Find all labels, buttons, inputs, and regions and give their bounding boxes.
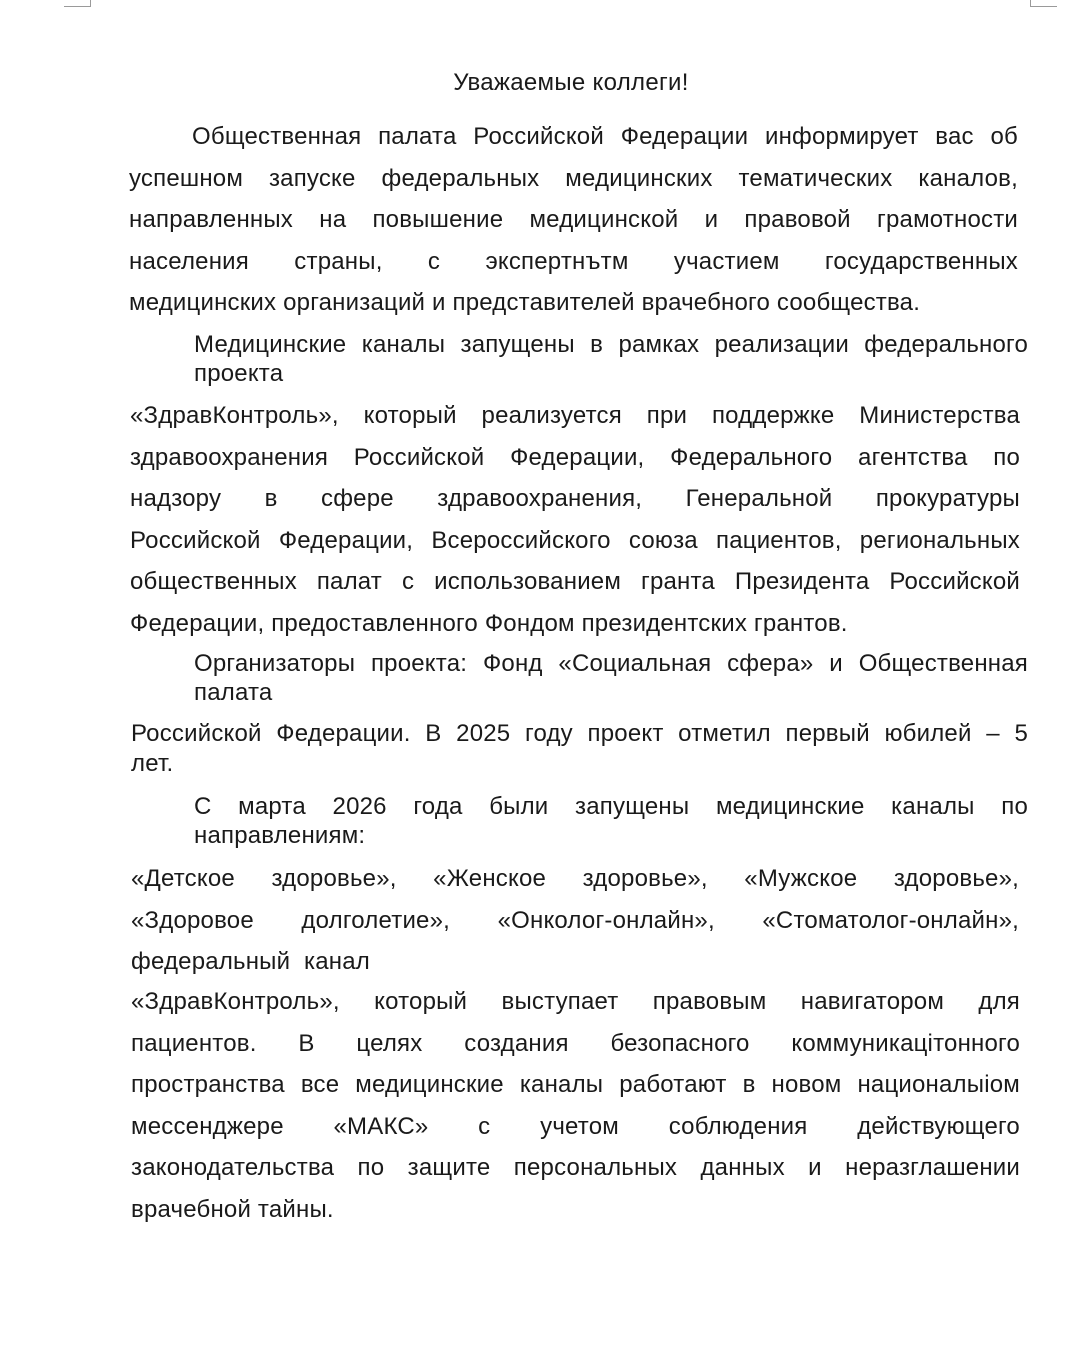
text-line: Медицинские каналы запущены в рамках реализации федерального <box>194 331 1028 358</box>
text-line: Российской Федерации. В 2025 году проект отметил первый юбилей – 5 <box>131 720 1028 747</box>
paragraph-1-body <box>129 158 1018 324</box>
text-line: федеральный канал <box>131 948 370 975</box>
text-line: палата <box>194 679 273 706</box>
text-line: «Здоровое долголетие», «Онколог-онлайн», «Стоматолог-онлайн», <box>131 906 1019 934</box>
text-line: «ЗдравКонтроль», который реализуется при поддержке Министерства <box>130 402 1020 429</box>
text-line: законодательства по защите персональных данных и неразглашении <box>131 1154 1020 1181</box>
text-line: населения страны, с экспертнътм участием государственных <box>129 247 1018 275</box>
text-line: общественных палат с использованием гранта Президента Российской <box>130 568 1020 595</box>
text-line: здравоохранения Российской Федерации, Федерального агентства по <box>130 443 1020 471</box>
text-line: врачебной тайны. <box>131 1195 334 1223</box>
paragraph-8 <box>131 981 1020 1230</box>
text-line: надзору в сфере здравоохранения, Генеральной прокуратуры <box>130 485 1020 512</box>
page-corner-mark-right <box>1030 0 1057 7</box>
text-line: лет. <box>131 750 174 777</box>
paragraph-2 <box>194 330 1028 388</box>
text-line: успешном запуске федеральных медицинских тематических каналов, <box>129 164 1018 192</box>
paragraph-4 <box>194 649 1028 707</box>
text-line: медицинских организаций и представителей врачебного сообщества. <box>129 289 921 316</box>
text-line: направлениям: <box>194 822 366 849</box>
paragraph-5 <box>131 719 1028 779</box>
text-line: пространства все медицинские каналы работают в новом националыiом <box>131 1071 1020 1098</box>
text-line: мессенджере «МАКС» с учетом соблюдения действующего <box>131 1112 1020 1140</box>
text-line: Федерации, предоставленного Фондом президентских грантов. <box>130 609 848 637</box>
paragraph-6 <box>194 792 1028 850</box>
paragraph-3 <box>130 395 1020 644</box>
text-line: Организаторы проекта: Фонд «Социальная сфера» и Общественная <box>194 650 1028 677</box>
text-line: «ЗдравКонтроль», который выступает правовым навигатором для <box>131 988 1020 1015</box>
text-line: Российской Федерации, Всероссийского союза пациентов, региональных <box>130 526 1020 554</box>
text-line: пациентов. В целях создания безопасного коммуникацiтонного <box>131 1029 1020 1057</box>
greeting-heading: Уважаемые коллеги! <box>453 69 689 96</box>
text-line: направленных на повышение медицинской и правовой грамотности <box>129 206 1018 233</box>
text-line: «Детское здоровье», «Женское здоровье», «Мужское здоровье», <box>131 865 1019 892</box>
text-line: С марта 2026 года были запущены медицинские каналы по <box>194 793 1028 820</box>
page-corner-mark-left <box>64 0 91 7</box>
text-line: проекта <box>194 360 284 387</box>
paragraph-7 <box>131 858 1019 983</box>
paragraph-1-first-line: Общественная палата Российской Федерации информирует вас об <box>192 123 1018 150</box>
